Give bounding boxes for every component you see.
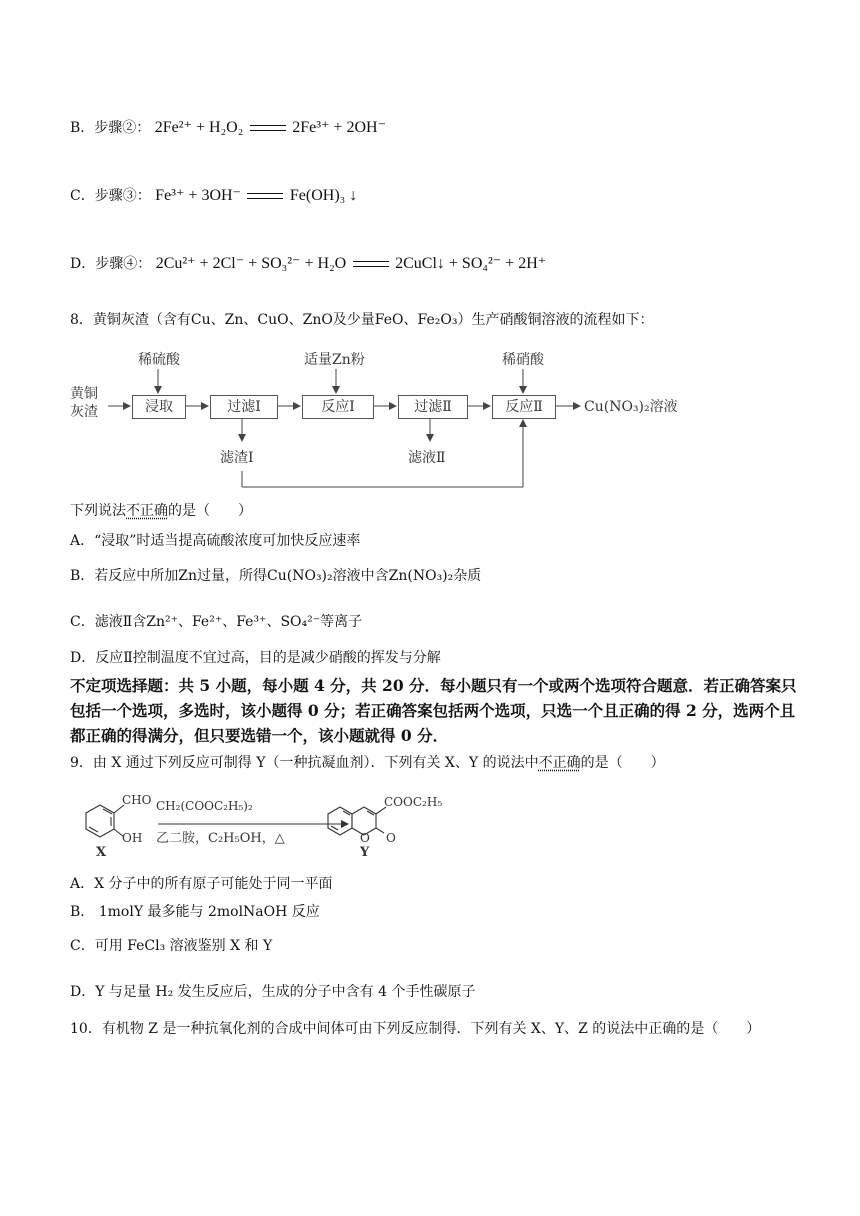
y-ester-group: COOC₂H₅: [384, 795, 443, 809]
q7-option-d: [70, 254, 546, 274]
stem-text: 的是（ ）: [580, 755, 665, 771]
y-label: Y: [360, 845, 370, 860]
x-cho-group: CHO: [122, 793, 152, 807]
option-prefix: D．步骤④：: [70, 256, 152, 272]
x-label: X: [96, 845, 107, 860]
q7-option-b: [70, 118, 386, 138]
emphasis-text: 不正确: [538, 755, 581, 771]
flow-step-filter-2: 过滤Ⅱ: [398, 395, 468, 419]
flow-step-reaction-1: 反应Ⅰ: [302, 395, 374, 419]
reagent-top: CH₂(COOC₂H₅)₂: [156, 799, 253, 813]
q8-option-b: B．若反应中所加Zn过量，所得Cu(NO₃)₂溶液中含Zn(NO₃)₂杂质: [70, 568, 482, 584]
y-ring-oxygen: O: [360, 831, 370, 845]
option-prefix: B．步骤②：: [70, 120, 151, 136]
question-text: 的是（ ）: [168, 503, 252, 519]
q9-stem: [70, 753, 665, 773]
q9-option-c: C．可用 FeCl₃ 溶液鉴别 X 和 Y: [70, 938, 273, 954]
molecule-x: [86, 805, 124, 837]
flow-step-leaching: 浸取: [132, 395, 186, 419]
y-carbonyl-oxygen: O: [386, 831, 396, 845]
molecule-y: [328, 807, 386, 835]
reagent-bottom: 乙二胺，C₂H₅OH，△: [156, 831, 285, 846]
option-prefix: C．步骤③：: [70, 188, 151, 204]
q10-stem: 10．有机物 Z 是一种抗氧化剂的合成中间体可由下列反应制得．下列有关 X、Y、Z 的说法中正确的是（ ）: [70, 1021, 761, 1037]
stem-text: 9．由 X 通过下列反应可制得 Y（一种抗凝血剂）．下列有关 X、Y 的说法中: [70, 755, 539, 771]
reagent-dilute-nitric-acid: 稀硝酸: [502, 352, 544, 368]
output-filtrate-2: 滤液Ⅱ: [408, 450, 446, 466]
flow-step-reaction-2: 反应Ⅱ: [492, 395, 556, 419]
process-flowchart: [70, 345, 710, 495]
reaction-scheme: [70, 785, 490, 865]
section-instructions: 不定项选择题：共 5 小题，每小题 4 分，共 20 分．每小题只有一个或两个选项符合题意．若正确答案只包括一个选项，多选时，该小题得 0 分；若正确答案包括两个选项，只选一个且正确的得 2 分，选两个且都正确的得满分，但只要选错一个，该小题就得 0 分．: [70, 676, 797, 745]
equation-right: 2Fe³⁺ + 2OH⁻: [292, 119, 387, 136]
reagent-dilute-sulfuric-acid: 稀硫酸: [138, 352, 180, 368]
q9-option-d: D．Y 与足量 H₂ 发生反应后，生成的分子中含有 4 个手性碳原子: [70, 984, 476, 1000]
flow-input-label: 黄铜 灰渣: [70, 386, 98, 420]
q8-stem: 8．黄铜灰渣（含有Cu、Zn、CuO、ZnO及少量FeO、Fe₂O₃）生产硝酸铜溶液的流程如下：: [70, 312, 654, 328]
reagent-zn-powder: 适量Zn粉: [304, 352, 365, 368]
equation-right: Fe(OH)₃ ↓: [289, 187, 358, 204]
output-filter-residue-1: 滤渣Ⅰ: [220, 450, 254, 466]
q8-option-d: D．反应Ⅱ控制温度不宜过高，目的是减少硝酸的挥发与分解: [70, 650, 441, 666]
x-oh-group: OH: [122, 831, 143, 845]
question-text: 下列说法: [70, 503, 126, 519]
equals-bar: [247, 193, 283, 199]
equation-left: 2Cu²⁺ + 2Cl⁻ + SO₃²⁻ + H₂O: [155, 255, 347, 272]
equals-bar: [250, 125, 286, 131]
q9-option-a: A．X 分子中的所有原子可能处于同一平面: [70, 876, 333, 892]
equation-left: Fe³⁺ + 3OH⁻: [155, 187, 241, 204]
q8-option-a: A．“浸取”时适当提高硫酸浓度可加快反应速率: [70, 533, 361, 549]
equation-right: 2CuCl↓ + SO₄²⁻ + 2H⁺: [395, 255, 547, 272]
flow-step-filter-1: 过滤Ⅰ: [210, 395, 278, 419]
q7-option-c: [70, 186, 357, 206]
emphasis-text: 不正确: [126, 503, 168, 519]
equation-left: 2Fe²⁺ + H₂O₂: [154, 119, 244, 136]
q8-question: [70, 501, 252, 521]
equals-bar: [353, 261, 389, 267]
flow-product: Cu(NO₃)₂溶液: [584, 399, 678, 415]
q8-option-c: C．滤液Ⅱ含Zn²⁺、Fe²⁺、Fe³⁺、SO₄²⁻等离子: [70, 614, 363, 630]
q9-option-b: B． 1molY 最多能与 2molNaOH 反应: [70, 904, 320, 920]
